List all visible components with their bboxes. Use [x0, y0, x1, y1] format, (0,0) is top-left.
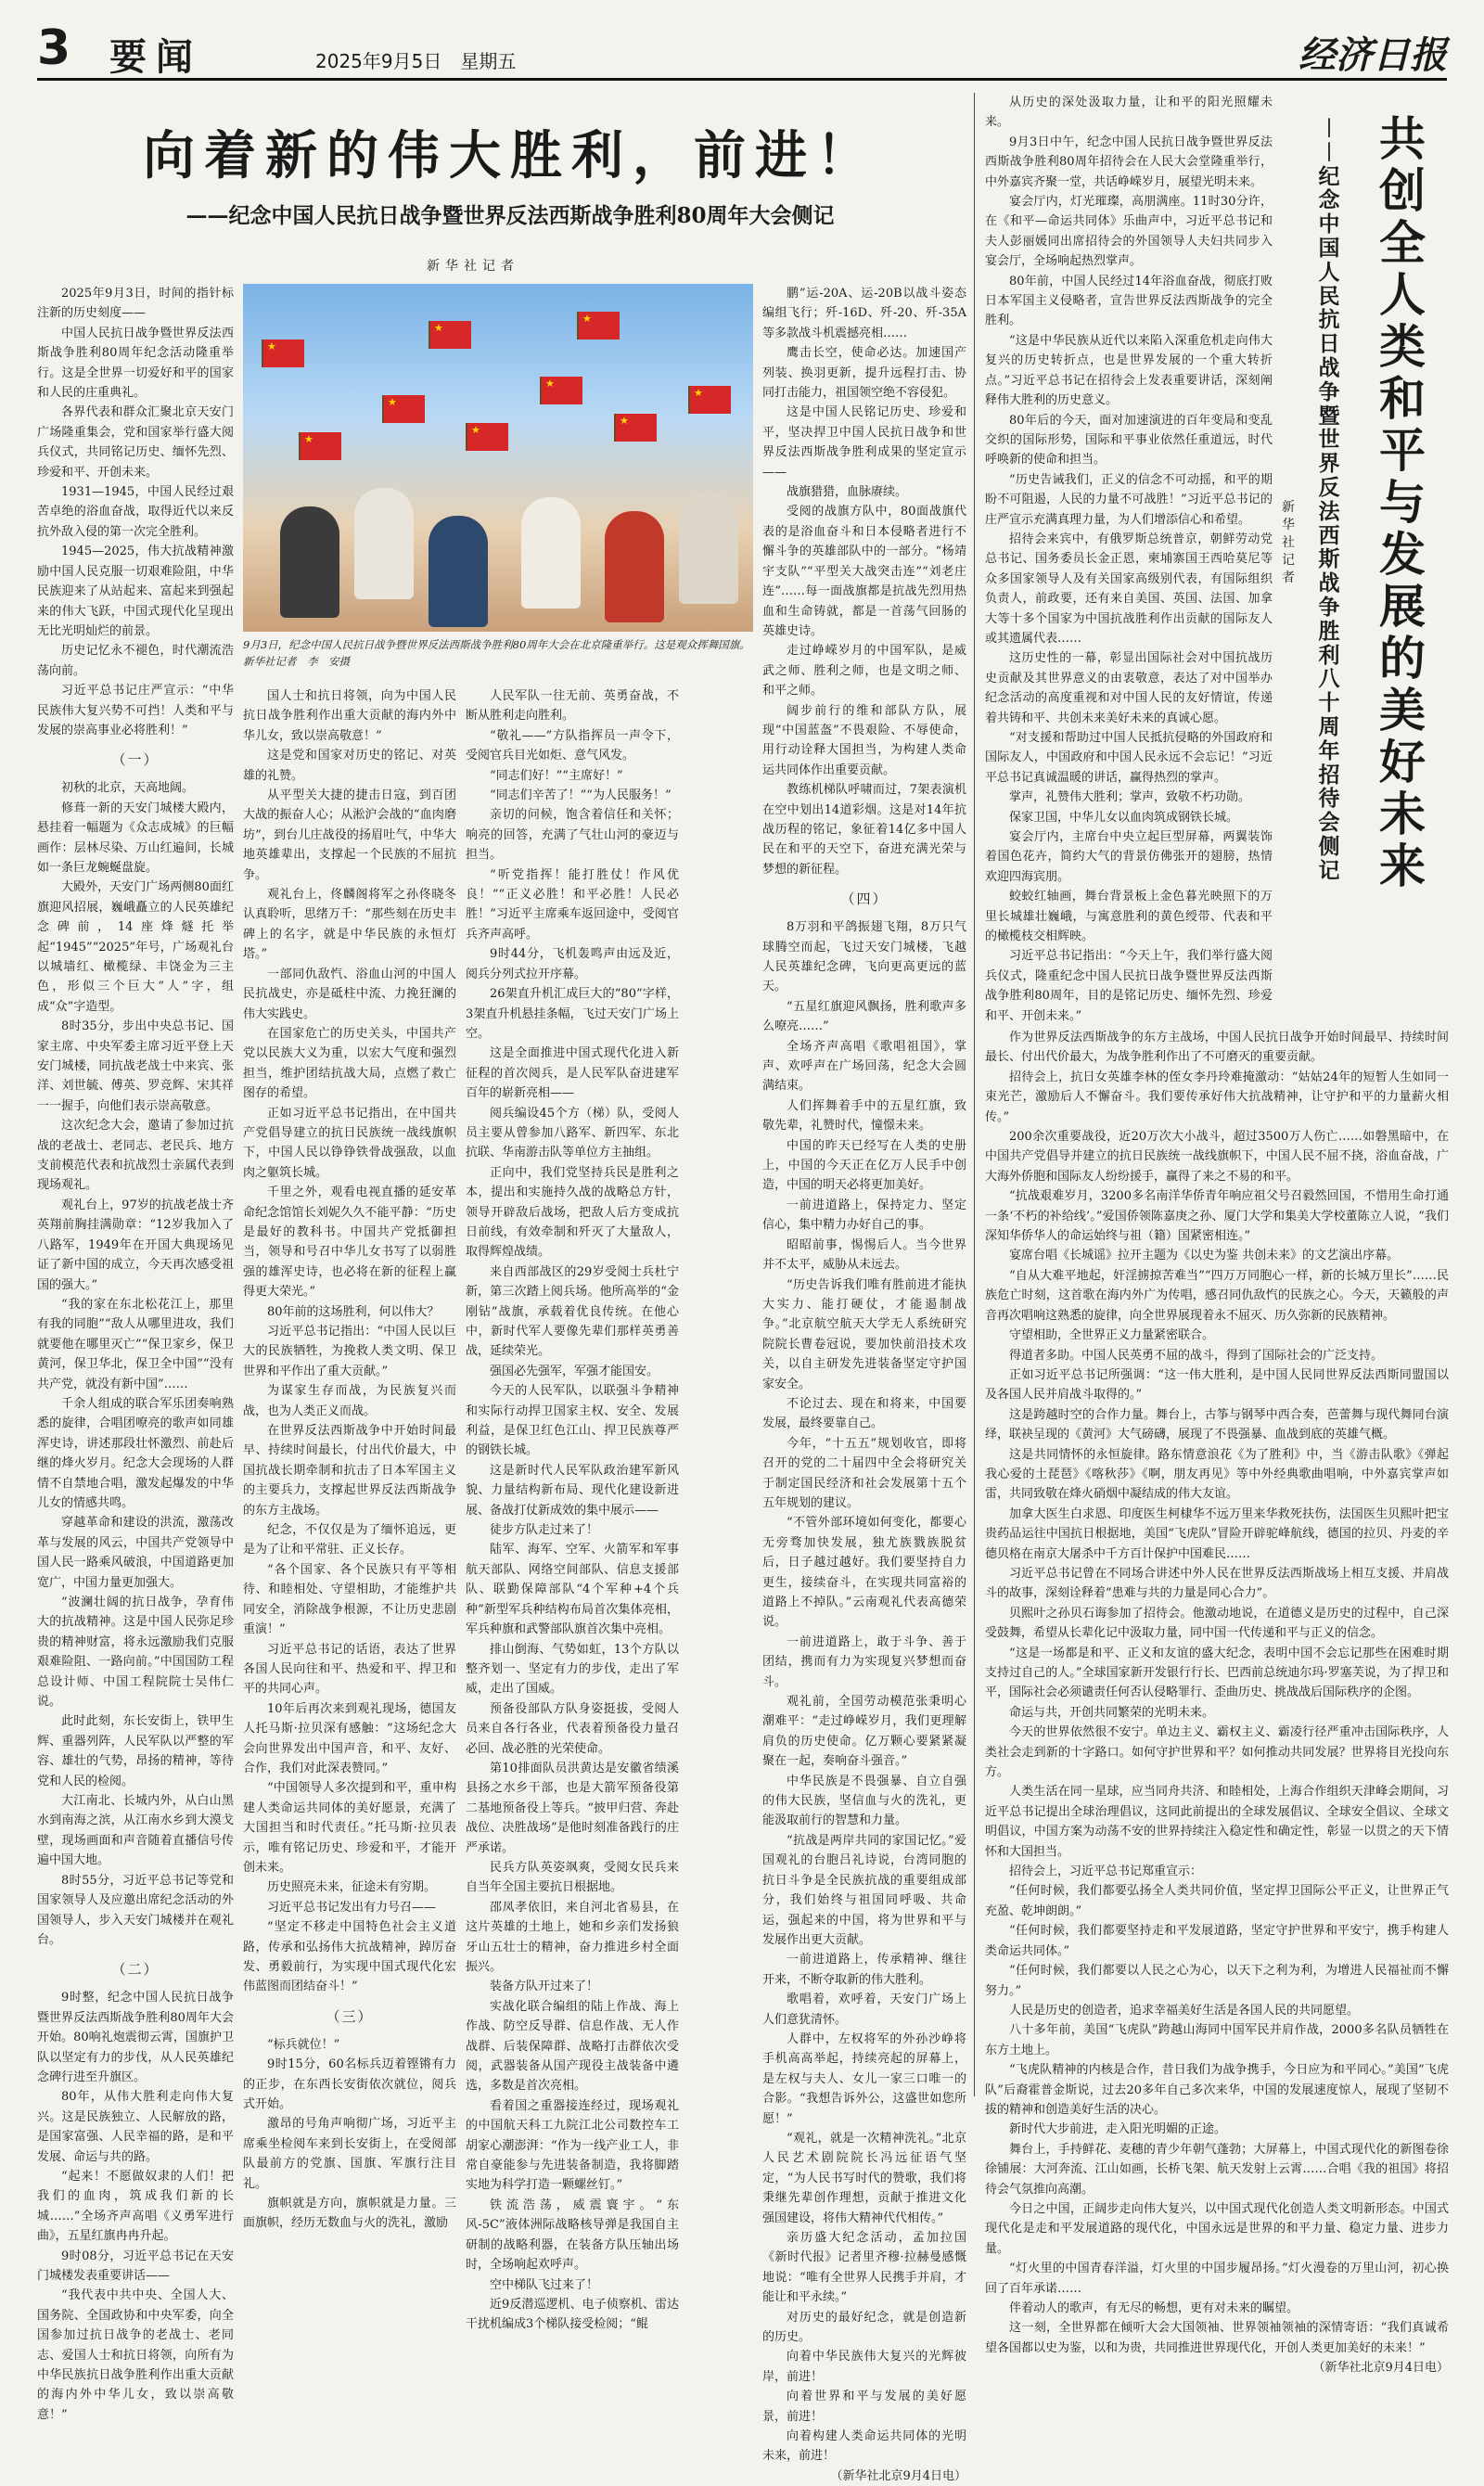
paragraph: 战旗猎猎，血脉赓续。 [787, 485, 908, 500]
paragraph: 招待会上，抗日女英雄李林的侄女李丹玲难掩激动：“姑姑24年的短暂人生如同一束光芒，激励后人不懈奋斗。我们要传承好伟大抗战精神，让守护和平的力量薪火相传。” [985, 1070, 1449, 1124]
paragraph: 昭昭前事，惕惕后人。当今世界并不太平，威胁从未远去。 [762, 1237, 966, 1273]
paragraph: “对支援和帮助过中国人民抵抗侵略的外国政府和国际友人，中国政府和中国人民永远不会忘记！”习近平总书记真诚温暖的讲话，赢得热烈的掌声。 [985, 731, 1273, 785]
section-heading-one: （一） [111, 751, 160, 769]
main-column-2 [243, 686, 456, 2231]
paragraph: 今年，“十五五”规划收官，即将召开的党的二十届四中全会将研究关于制定国民经济和社会发展第十五个五年规划的建议。 [762, 1436, 966, 1510]
paragraph: 向着构建人类命运共同体的光明未来，前进！ [762, 2429, 966, 2464]
section-title: 要闻 [109, 35, 202, 79]
paragraph: 习近平总书记指出：“中国人民以巨大的民族牺牲，为挽救人类文明、保卫世界和平作出了重大贡献。” [243, 1325, 456, 1378]
main-column-4 [762, 284, 966, 2483]
paragraph: 穿越革命和建设的洪流，激荡改革与发展的风云，中国共产党领导中国人民一路乘风破浪，中国道路更加宽广，中国力量更加强大。 [37, 1516, 234, 1590]
paragraph: “灯火里的中国青春洋溢，灯火里的中国步履昂扬。”灯火漫卷的万里山河，初心换回了百年承诺…… [985, 2262, 1449, 2296]
paragraph: 80年前，中国人民经过14年浴血奋战，彻底打败日本军国主义侵略者，宣告世界反法西斯战争的完全胜利。 [985, 274, 1273, 328]
paragraph: “任何时候，我们都要坚持走和平发展道路，坚定守护世界和平安宁，携手构建人类命运共同体。” [985, 1924, 1449, 1958]
column-4-body [762, 284, 966, 879]
paragraph: “任何时候，我们都要弘扬全人类共同价值，坚定捍卫国际公平正义，让世界正气充盈、乾坤朗朗。” [985, 1884, 1449, 1918]
paragraph: 铁流浩荡，威震寰宇。“东风-5C”液体洲际战略核导弹是我国自主研制的战略利器，在装备方队压轴出场时，全场响起欢呼声。 [466, 2198, 679, 2273]
paragraph: 这是共同情怀的永恒旋律。路东情意浪花《为了胜利》中，当《游击队歌》《弹起我心爱的土琵琶》《喀秋莎》《啊，朋友再见》等中外经典歌曲唱响，中外嘉宾掌声如雷，共同致敬在烽火硝烟中凝结成的伟大友谊。 [985, 1447, 1449, 1502]
paragraph: 人群中，左权将军的外孙沙峥将手机高高举起，持续亮起的屏幕上，是左权与夫人、女儿一家三口唯一的合影。“我想告诉外公，这盛世如您所愿！” [762, 2031, 966, 2126]
paragraph: 宴会厅内，主席台中央立起巨型屏幕，两翼装饰着国色花卉，简约大气的背景仿佛张开的翅膀，热情欢迎四海宾朋。 [985, 830, 1273, 884]
paragraph: “同志们辛苦了！”“为人民服务！” [490, 788, 672, 803]
paragraph: 招待会上，习近平总书记郑重宣示： [1009, 1864, 1203, 1879]
paragraph: “自从大难平地起，奸淫掳掠苦难当”“四万万同胞心一样，新的长城万里长”……民族危亡时刻，这首歌在海内外广为传唱，感召同仇敌忾的民族之心。今天，天籁般的声音再次唱响这熟悉的旋律，向全世界展现着永不屈灭、历久弥新的民族精神。 [985, 1268, 1449, 1323]
paragraph: 鹏”运-20A、运-20B以战斗姿态编组飞行；歼-16D、歼-20、歼-35A等多款战斗机震撼亮相…… [762, 287, 966, 340]
paragraph: 这是跨越时空的合作力量。舞台上，古筝与钢琴中西合奏，芭蕾舞与现代舞同台演绎，联袂呈现的《黄河》大气磅礴，展现了不畏强暴、血战到底的英雄气概。 [985, 1407, 1449, 1442]
paragraph: 9时15分，60名标兵迈着铿锵有力的正步，在东西长安街依次就位，阅兵式开始。 [243, 2057, 456, 2112]
paragraph: 纪念，不仅仅是为了缅怀追远，更是为了让和平常驻、正义长存。 [243, 1523, 456, 1557]
paragraph: “同志们好！”“主席好！” [490, 768, 623, 783]
paragraph: 旗帜就是方向，旗帜就是力量。三面旗帜，经历无数血与火的洗礼，激励 [243, 2197, 456, 2231]
paragraph: 掌声，礼赞伟大胜利；掌声，致敬不朽功勋。 [1009, 790, 1251, 805]
main-headline: 向着新的伟大胜利，前进！ [143, 126, 877, 186]
paragraph: 26架直升机汇成巨大的“80”字样，3架直升机悬挂条幅，飞过天安门广场上空。 [466, 987, 679, 1041]
column-4-tail [762, 917, 966, 2467]
paragraph: 空中梯队飞过来了！ [490, 2277, 599, 2292]
paragraph: “听党指挥！能打胜仗！作风优良！”“正义必胜！和平必胜！人民必胜！”习近平主席乘车返回途中，受阅官兵齐声高呼。 [466, 867, 679, 942]
paragraph: 一前进道路上，保持定力、坚定信心，集中精力办好自己的事。 [762, 1198, 966, 1233]
paragraph: 9时整，纪念中国人民抗日战争暨世界反法西斯战争胜利80周年大会开始。80响礼炮震彻云霄，国旗护卫队以坚定有力的步伐，从人民英雄纪念碑行进至升旗区。 [37, 1991, 234, 2084]
main-column-3 [466, 686, 679, 2332]
paragraph: 来自西部战区的29岁受阅士兵杜宁新，第三次踏上阅兵场。他所高举的“金刚钻”战旗，承载着优良传统。在他心中，新时代军人要像先辈们那样英勇善战，延续荣光。 [466, 1264, 679, 1359]
paragraph: 8万羽和平鸽振翅飞翔，8万只气球腾空而起，飞过天安门城楼，飞越人民英雄纪念碑，飞向更高更远的蓝天。 [762, 920, 966, 994]
right-headline: 共 创 全 人 类 和 平 与 发 展 的 美 好 未 来 [1379, 112, 1426, 893]
paragraph: “这是中华民族从近代以来陷入深重危机走向伟大复兴的历史转折点，也是世界发展的一个重大转折点。”习近平总书记在招待会上发表重要讲话，深刻阐释伟大胜利的历史意义。 [985, 333, 1273, 408]
paragraph: 教练机梯队呼啸而过，7架表演机在空中划出14道彩烟。这是对14年抗战历程的铭记，象征着14亿多中国人民在和平的天空下，奋进充满光荣与梦想的新征程。 [762, 783, 966, 877]
paragraph: 8时55分，习近平总书记等党和国家领导人及应邀出席纪念活动的外国领导人，步入天安门城楼并在观礼台。 [37, 1873, 234, 1947]
paragraph: 这是新时代人民军队政治建军新风貌、力量结构新布局、现代化建设新进展、备战打仗新成效的集中展示—— [466, 1463, 679, 1518]
paper-name: 经济日报 [1298, 33, 1447, 77]
paragraph: 10年后再次来到观礼现场，德国友人托马斯·拉贝深有感触：“这场纪念大会向世界发出中国声音，和平、友好、合作，我们对此深表赞同。” [243, 1701, 456, 1775]
column-1-intro [37, 284, 234, 740]
column-divider [974, 93, 975, 2096]
right-column-2 [985, 1028, 1449, 2376]
paragraph: 此时此刻，东长安街上，铁甲生辉、重器列阵，人民军队以严整的军容、雄壮的气势，昂扬的精神，等待党和人民的检阅。 [37, 1714, 234, 1788]
page-number: 3 [37, 20, 71, 76]
paragraph: 亲切的问候，饱含着信任和关怀；响亮的回答，充满了气壮山河的豪迈与担当。 [466, 808, 679, 863]
paragraph: 8时35分，步出中央总书记、国家主席、中央军委主席习近平登上天安门城楼，同抗战老战士中来宾、张洋、刘世毓、傅英、罗竞辉、宋其祥一一握手，向他们表示崇高敬意。 [37, 1019, 234, 1113]
paragraph: “我代表中共中央、全国人大、国务院、全国政协和中央军委，向全国参加过抗日战争的老战士、老同志、爱国人士和抗日将领，向所有为中华民族抗日战争胜利作出重大贡献的海内外中华儿女，致以崇高敬意！” [37, 2288, 234, 2422]
paragraph: 得道者多助。中国人民英勇不屈的战斗，得到了国际社会的广泛支持。 [1009, 1348, 1384, 1363]
paragraph: “抗战艰难岁月，3200多名南洋华侨青年响应祖父号召毅然回国，不惜用生命打通一条‘不朽的补给线’。”爱国侨领陈嘉庚之孙、厦门大学和集美大学校董陈立人说，“我们深知华侨华人的命运始终与祖（籍）国紧密相连。” [985, 1189, 1449, 1244]
paragraph: 在世界反法西斯战争中开始时间最早、持续时间最长，付出代价最大，中国抗战长期牵制和抗击了日本军国主义的主要兵力，支撑起世界反法西斯战争的东方主战场。 [243, 1424, 456, 1518]
paragraph: 加拿大医生白求恩、印度医生柯棣华不远万里来华救死扶伤，法国医生贝熙叶把宝贵药品运往中国抗日根据地，美国“飞虎队”冒险开辟驼峰航线，德国的拉贝、丹麦的辛德贝格在南京大屠杀中千方百计保护中国难民…… [985, 1506, 1449, 1561]
paragraph: 民兵方队英姿飒爽，受阅女民兵来自当年全国主要抗日根据地。 [466, 1860, 679, 1895]
section-heading-three: （三） [326, 2007, 374, 2025]
right-subheadline: ︱ ︱ 纪 念 中 国 人 民 抗 日 战 争 暨 世 界 反 法 西 斯 战 争 胜 利 八 十 周 年 招 待 会 侧 记 [1318, 116, 1340, 883]
masthead [37, 20, 1447, 81]
paragraph: 实战化联合编组的陆上作战、海上作战、防空反导群、信息作战、无人作战群、后装保障群、战略打击群依次受阅，武器装备从国产现役主战装备中遴选，多数是首次亮相。 [466, 1999, 679, 2094]
paragraph: 正如习近平总书记指出，在中国共产党倡导建立的抗日民族统一战线旗帜下，中国人民以铮铮铁骨战强敌，以血肉之躯筑长城。 [243, 1106, 456, 1180]
paragraph: 一前进道路上，敢于斗争、善于团结，携而有力为实现复兴梦想而奋斗。 [762, 1634, 966, 1689]
paragraph: 9时08分，习近平总书记在天安门城楼发表重要讲话—— [37, 2249, 234, 2283]
paragraph: 今天的世界依然很不安宁。单边主义、霸权主义、霸凌行径严重冲击国际秩序，人类社会走到新的十字路口。如何守护世界和平？如何推动共同发展？世界将目光投向东方。 [985, 1725, 1449, 1780]
paragraph: 宴席台唱《长城谣》拉开主题为《以史为鉴 共创未来》的文艺演出序幕。 [1009, 1249, 1400, 1263]
paragraph: 历史记忆永不褪色，时代潮流浩荡向前。 [37, 644, 234, 678]
paragraph: “坚定不移走中国特色社会主义道路，传承和弘扬伟大抗战精神，踔厉奋发、勇毅前行，为实现中国式现代化宏伟蓝图而团结奋斗！” [243, 1920, 456, 1994]
paragraph: 千余人组成的联合军乐团奏响熟悉的旋律，合唱团嘹亮的歌声如同雄浑史诗，讲述那段壮怀激烈、前赴后继的烽火岁月。纪念大会现场的人群情不自禁地合唱，激发起爆发的中华儿女的情感共鸣。 [37, 1396, 234, 1510]
paragraph: 预备役部队方队身姿挺拔，受阅人员来自各行各业，代表着预备役力量召必回、战必胜的光荣使命。 [466, 1701, 679, 1756]
paragraph: 从历史的深处汲取力量，让和平的阳光照耀未来。 [985, 96, 1273, 130]
paragraph: “不管外部环境如何变化，都要心无旁骛加快发展，独尤族戮族脱贫后，日子越过越好。我们要坚持自力更生，接续奋斗，在实现共同富裕的道路上不掉队。”云南观礼代表高德荣说。 [762, 1516, 966, 1630]
paragraph: 80年前的这场胜利，何以伟大？ [267, 1304, 440, 1319]
paragraph: “历史告诫我们，正义的信念不可动摇，和平的期盼不可阻遏，人民的力量不可战胜！”习近平总书记的庄严宣示充满真理力量，为人们增添信心和希望。 [985, 472, 1273, 527]
paragraph: 习近平总书记庄严宣示：“中华民族伟大复兴势不可挡！人类和平与发展的崇高事业必将胜利！” [37, 684, 234, 737]
paragraph: “敬礼——”方队指挥员一声令下，受阅官兵目光如炬、意气风发。 [466, 728, 679, 763]
paragraph: “这是一场都是和平、正义和友谊的盛大纪念，表明中国不会忘记那些在困难时期支持过自己的人。”全球国家新开发银行行长、巴西前总统迪尔玛·罗塞芙说，为了捍卫和平，国际社会必须谴责任何否认侵略罪行、歪曲历史、挑战战后国际秩序的企图。 [985, 1646, 1449, 1700]
column-1-tail [37, 1988, 234, 2425]
paragraph: 走过峥嵘岁月的中国军队，是威武之师、胜利之师，也是文明之师、和平之师。 [762, 644, 966, 698]
paragraph: 这是中国人民铭记历史、珍爱和平，坚决捍卫中国人民抗日战争和世界反法西斯战争胜利成果的坚定宣示—— [762, 405, 966, 480]
paragraph: 八十多年前，美国“飞虎队”跨越山海同中国军民并肩作战，2000多名队员牺牲在东方土地上。 [985, 2023, 1449, 2057]
paragraph: “起来！不愿做奴隶的人们！把我们的血肉，筑成我们新的长城……”全场齐声高唱《义勇军进行曲》，五星红旗冉冉升起。 [37, 2169, 234, 2244]
paragraph: 观礼前，全国劳动模范张秉明心潮难平：“走过峥嵘岁月，我们更理解肩负的历史使命。亿万颗心要紧紧凝聚在一起，奏响奋斗强音。” [762, 1695, 966, 1769]
paragraph: 1945—2025，伟大抗战精神激励中国人民克服一切艰难险阻，中华民族迎来了从站起来、富起来到强起来的伟大飞跃，中国式现代化呈现出无比光明灿烂的前景。 [37, 545, 234, 638]
paragraph: 从平型关大捷的捷击日寇，到百团大战的振奋人心；从淞沪会战的“血肉磨坊”，到台儿庄战役的扬眉吐气，中华大地英雄辈出，支撑起一个民族的不屈抗争。 [243, 788, 456, 882]
right-column-1 [985, 93, 1273, 1024]
paragraph: 保家卫国，中华儿女以血肉筑成钢铁长城。 [1009, 810, 1239, 825]
paragraph: 排山倒海、气势如虹，13个方队以整齐划一、坚定有力的步伐，走出了军威，走出了国威。 [466, 1642, 679, 1697]
column-1-body [37, 778, 234, 1950]
paragraph: 受阅的战旗方队中，80面战旗代表的是浴血奋斗和日本侵略者进行不懈斗争的英雄部队中的一部分。“杨靖宇支队”“平型关大战突击连”“刘老庄连”……每一面战旗都是抗战先烈用热血和生命铸就，都是一首荡气回肠的英雄史诗。 [762, 505, 966, 638]
paragraph: 徒步方队走过来了！ [490, 1523, 599, 1538]
paragraph: 千里之外，观看电视直播的延安革命纪念馆馆长刘妮久久不能平静：“历史是最好的教科书。中国共产党抵御担当，领导和号召中华儿女书写了以弱胜强的雄浑史诗，也必将在新的征程上赢得更大荣光。” [243, 1185, 456, 1300]
paragraph: 命运与共，开创共同繁荣的光明未来。 [1009, 1705, 1215, 1720]
paragraph: 习近平总书记的话语，表达了世界各国人民向往和平、热爱和平、捍卫和平的共同心声。 [243, 1642, 456, 1697]
paragraph: 9时44分，飞机轰鸣声由远及近，阅兵分列式拉开序幕。 [466, 947, 679, 981]
paragraph: 人类生活在同一星球，应当同舟共济、和睦相处，上海合作组织天津峰会期间，习近平总书记提出全球治理倡议，这同此前提出的全球发展倡议、全球安全倡议、全球文明倡议，中国方案为动荡不安的世界持续注入稳定性和确定性，彰显一以贯之的天下情怀和大国担当。 [985, 1785, 1449, 1859]
paragraph: 在国家危亡的历史关头，中国共产党以民族大义为重，以宏大气度和强烈担当，维护团结抗战大局，点燃了救亡图存的希望。 [243, 1026, 456, 1101]
paragraph: 观礼台上，97岁的抗战老战士齐英翔前胸挂满勋章：“12岁我加入了八路军，1949年在开国大典现场见证了新中国的成立，今天再次感受祖国的强大。” [37, 1198, 234, 1292]
paragraph: 守望相助，全世界正义力量紧密联合。 [1009, 1328, 1215, 1343]
right-column-1-body [985, 93, 1273, 1026]
column-2-body [243, 686, 456, 1997]
paragraph: 9月3日中午，纪念中国人民抗日战争暨世界反法西斯战争胜利80周年招待会在人民大会堂隆重举行，中外嘉宾齐聚一堂，共话峥嵘岁月，展望光明未来。 [985, 135, 1273, 189]
paragraph: “标兵就位！” [267, 2037, 340, 2052]
paragraph: 装备方队开过来了！ [490, 1980, 599, 1994]
paragraph: 80年，从伟大胜利走向伟大复兴。这是民族独立、人民解放的路，是国家富强、人民幸福的路，是和平发展、命运与共的路。 [37, 2090, 234, 2164]
paragraph: 一部同仇敌忾、浴血山河的中国人民抗战史，亦是砥柱中流、力挽狂澜的伟大实践史。 [243, 967, 456, 1021]
paragraph: “历史告诉我们唯有胜前进才能执大实力、能打硬仗，才能遏制战争。”北京航空航天大学无人系统研究院院长曹卷冠说，要加快前沿技术攻关，以自主研发先进装备坚定守护国家安全。 [762, 1277, 966, 1391]
right-column-2-body [985, 1028, 1449, 2358]
paragraph: 中国的昨天已经写在人类的史册上，中国的今天正在亿万人民手中创造，中国的明天必将更加美好。 [762, 1138, 966, 1193]
paragraph: 200余次重要战役，近20万次大小战斗，超过3500万人伤亡……如磐黑暗中，在中国共产党倡导并建立的抗日民族统一战线旗帜下，中国人民不屈不挠，浴血奋战，广大海外侨胞和国际友人纷纷援手，赢得了来之不易的和平。 [985, 1130, 1449, 1184]
paragraph: 贝熙叶之孙贝石诲参加了招待会。他激动地说，在道德义是历史的过程中，自己深受鼓舞，希望从长辈化记中汲取力量，同中国一代传递和平与正义的信念。 [985, 1606, 1449, 1641]
paragraph: 2025年9月3日，时间的指针标注新的历史刻度—— [37, 287, 234, 321]
main-subheadline: ——纪念中国人民抗日战争暨世界反法西斯战争胜利80周年大会侧记 [186, 203, 835, 228]
paragraph: “观礼，就是一次精神洗礼。”北京人民艺术剧院院长冯远征语气坚定，“为人民书写时代的赞歌，我们将秉继先辈创作理想，贡献于推进文化强国建设，将伟大精神代代相传。” [762, 2131, 966, 2225]
paragraph: 这次纪念大会，邀请了参加过抗战的老战士、老同志、老民兵、地方支前模范代表和抗战烈士亲属代表到现场观礼。 [37, 1119, 234, 1193]
paragraph: 邵凤孝依旧，来自河北省易县，在这片英雄的土地上，她和乡亲们发扬狼牙山五壮士的精神，奋力推进乡村全面振兴。 [466, 1900, 679, 1974]
main-column-1 [37, 284, 234, 2422]
paragraph: 正如习近平总书记所强调：“这一伟大胜利，是中国人民同世界反法西斯同盟国以及各国人民并肩战斗取得的。” [985, 1367, 1449, 1403]
paragraph: 近9反潜巡逻机、电子侦察机、雷达干扰机编成3个梯队接受检阅；“鲲 [466, 2297, 679, 2332]
column-3-body [466, 686, 679, 2335]
paragraph: 国人士和抗日将领，向为中国人民抗日战争胜利作出重大贡献的海内外中华儿女，致以崇高敬意！” [243, 689, 456, 743]
section-heading-four: （四） [840, 891, 889, 908]
paragraph: 看着国之重器接连经过，现场观礼的中国航天科工九院江北公司数控车工胡家心潮澎湃：“作为一线产业工人，非常自豪能参与先进装备制造，我将脚踏实地为科学打造一颗螺丝钉。” [466, 2098, 679, 2193]
paragraph: 今天的人民军队，以联强斗争精神和实际行动捍卫国家主权、安全、发展利益，是保卫红色江山、捍卫民族尊严的钢铁长城。 [466, 1384, 679, 1458]
paragraph: 伴着动人的歌声，有无尽的畅想，更有对未来的瞩望。 [1009, 2301, 1299, 2315]
paragraph: 1931—1945，中国人民经过艰苦卓绝的浴血奋战，取得近代以来反抗外敌入侵的第一次完全胜利。 [37, 485, 234, 539]
paragraph: 阔步前行的维和部队方队，展现“中国蓝盔”不畏艰险、不辱使命，用行动诠释大国担当，为构建人类命运共同体作出重要贡献。 [762, 703, 966, 777]
paragraph: 这是全面推进中国式现代化进入新征程的首次阅兵，是人民军队奋进建军百年的崭新亮相—— [466, 1046, 679, 1101]
paragraph: 今日之中国，正阔步走向伟大复兴，以中国式现代化创造人类文明新形态。中国式现代化是走和平发展道路的现代化，中国永远是世界的和平力量、稳定力量、进步力量。 [985, 2201, 1449, 2256]
main-dateline: （新华社北京9月4日电） [830, 2468, 966, 2483]
main-byline: 新华社记者 [427, 259, 519, 274]
paragraph: “飞虎队精神的内核是合作，昔日我们为战争携手，今日应为和平同心。”美国“飞虎队”后裔霍普金斯说，过去20多年自己多次来华，中国的发展速度惊人，展现了坚韧不拔的精神和创造美好生活的决心。 [985, 2063, 1449, 2117]
paragraph: 向着世界和平与发展的美好愿景，前进！ [762, 2390, 966, 2424]
paragraph: 观礼台上，佟麟阁将军之孙佟晓冬认真聆听，思绪万千：“那些刻在历史丰碑上的名字，就是中华民族的永恒灯塔。” [243, 888, 456, 962]
paragraph: 向着中华民族伟大复兴的光辉彼岸，前进！ [762, 2350, 966, 2384]
photo-caption: 9月3日，纪念中国人民抗日战争暨世界反法西斯战争胜利80周年大会在北京隆重举行。这是观众挥舞国旗。 新华社记者 李 安摄 [243, 638, 756, 668]
paragraph: 习近平总书记曾在不同场合讲述中外人民在世界反法西斯战场上相互支援、并肩战斗的故事，深刻诠释着“患难与共的力量是同心合力”。 [985, 1566, 1449, 1601]
paragraph: 激昂的号角声响彻广场，习近平主席乘坐检阅车来到长安街上，在受阅部队最前方的党旗、国旗、军旗行注目礼。 [243, 2117, 456, 2191]
paragraph: 习近平总书记指出：“今天上午，我们举行盛大阅兵仪式，隆重纪念中国人民抗日战争暨世界反法西斯战争胜利80周年，目的是铭记历史、缅怀先烈、珍爱和平、开创未来。” [985, 949, 1273, 1023]
paragraph: 鹰击长空，使命必达。加速国产列装、换羽更新，提升远程打击、协同打击能力，祖国领空绝不容侵犯。 [762, 346, 966, 401]
paragraph: “任何时候，我们都要以人民之心为心，以天下之利为利，为增进人民福祉而不懈努力。” [985, 1964, 1449, 1998]
paragraph: 修葺一新的天安门城楼大殿内，悬挂着一幅题为《众志成城》的巨幅画作：层林尽染、万山红遍间，长城如一条巨龙蜿蜒盘旋。 [37, 801, 234, 875]
paragraph: 对历史的最好纪念，就是创造新的历史。 [762, 2310, 966, 2345]
paragraph: 陆军、海军、空军、火箭军和军事航天部队、网络空间部队、信息支援部队、联勤保障部队“4个军种+4个兵种”新型军兵种结构布局首次集体亮相，军兵种旗和武警部队旗首次集中亮相。 [466, 1543, 679, 1637]
paragraph: 人民军队一往无前、英勇奋战，不断从胜利走向胜利。 [466, 689, 679, 724]
paragraph: “抗战是两岸共同的家国记忆。”爱国观礼的台胞吕礼诗说，台湾同胞的抗日斗争是全民族抗战的重要组成部分，我们始终与祖国同呼吸、共命运，强起来的中国，将为世界和平与发展作出更大贡献。 [762, 1833, 966, 1947]
paragraph: 这一刻，全世界都在倾听大会大国领袖、世界领袖领袖的深情寄语：“我们真诚希望各国都以史为鉴，以和为贵，共同推进世界现代化，开创人类更加美好的未来！” [985, 2321, 1449, 2355]
paragraph: 一前进道路上，传承精神、继往开来，不断夺取新的伟大胜利。 [762, 1953, 966, 1987]
paragraph: “五星红旗迎风飘扬，胜利歌声多么嘹亮……” [762, 999, 966, 1034]
paragraph: 蛟蛟红轴画，舞台背景板上金色暮光映照下的万里长城雄壮巍峨，与寓意胜利的黄色绶带、代表和平的橄榄枝交相辉映。 [985, 890, 1273, 944]
paragraph: 这是党和国家对历史的铭记、对英雄的礼赞。 [243, 749, 456, 783]
paragraph: 这历史性的一幕，彰显出国际社会对中国抗战历史贡献及其世界意义的由衷敬意，表达了对中国举办纪念活动的高度重视和对中国人民的友好情谊，传递着共铸和平、共创未来美好未来的真诚心愿。 [985, 651, 1273, 725]
paragraph: 为谋家生存而战，为民族复兴而战，也为人类正义而战。 [243, 1384, 456, 1418]
paragraph: “中国领导人多次提到和平，重申构建人类命运共同体的美好愿景，充满了大国担当和时代责任。”托马斯·拉贝表示，唯有铭记历史、珍爱和平，才能开创未来。 [243, 1781, 456, 1875]
paragraph: 中华民族是不畏强暴、自立自强的伟大民族，坚信血与火的洗礼，更能汲取前行的智慧和力量。 [762, 1774, 966, 1828]
paragraph: 不论过去、现在和将来，中国要发展，最终要靠自己。 [762, 1396, 966, 1431]
issue-date: 2025年9月5日 星期五 [315, 50, 517, 72]
paragraph: 习近平总书记发出有力号召—— [267, 1900, 437, 1915]
paragraph: 全场齐声高唱《歌唱祖国》，掌声、欢呼声在广场回荡，纪念大会圆满结束。 [762, 1039, 966, 1094]
paragraph: 强国必先强军，军强才能国安。 [490, 1364, 659, 1378]
column-2-tail [243, 2035, 456, 2234]
paragraph: 亲历盛大纪念活动，孟加拉国《新时代报》记者里齐穆·拉赫曼感慨地说：“唯有全世界人民携手并肩，才能让和平永续。” [762, 2231, 966, 2305]
paragraph: “各个国家、各个民族只有平等相待、和睦相处、守望相助，才能维护共同安全，消除战争根源，不让历史悲剧重演！” [243, 1562, 456, 1637]
paragraph: 大殿外，天安门广场两侧80面红旗迎风招展，巍峨矗立的人民英雄纪念碑前，14座烽燧托举起“1945”“2025”年号，广场观礼台以城墙红、橄榄绿、丰饶金为三主色，形似三个巨大“人”字，组成“众”字造型。 [37, 880, 234, 1014]
paragraph: 80年后的今天，面对加速演进的百年变局和变乱交织的国际形势，国际和平事业依然任重道远，时代呼唤新的使命和担当。 [985, 413, 1273, 468]
paragraph: 阅兵编设45个方（梯）队，受阅人员主要从曾参加八路军、新四军、东北抗联、华南游击队等单位方主抽组。 [466, 1106, 679, 1160]
paragraph: “波澜壮阔的抗日战争，孕育伟大的抗战精神。这是中国人民弥足珍贵的精神财富，将永远激励我们克服艰难险阻、一路向前。”中国国防工程总设计师、中国工程院院士吴伟仁说。 [37, 1595, 234, 1710]
section-heading-two: （二） [111, 1961, 160, 1979]
paragraph: 舞台上，手持鲜花、麦穗的青少年朝气蓬勃；大屏幕上，中国式现代化的新图卷徐徐铺展：大河奔流、江山如画，长桥飞架、航天发射上云霄……合唱《我的祖国》将招待会气氛推向高潮。 [985, 2142, 1449, 2197]
parade-photo [243, 284, 753, 632]
paragraph: 第10排面队员洪黄达是安徽省绩溪县扬之水乡干部，也是大箭军预备役第二基地预备役上等兵。“披甲归营、奔赴战位、决胜战场”是他时刻准备践行的庄严承诺。 [466, 1761, 679, 1855]
paragraph: 人民是历史的创造者，追求幸福美好生活是各国人民的共同愿望。 [1009, 2003, 1360, 2018]
paragraph: 正向中，我们党坚持兵民是胜利之本，提出和实施持久战的战略总方针，领导开辟敌后战场，把敌人后方变成抗日前线，有效牵制和歼灭了大量敌人，取得辉煌战绩。 [466, 1165, 679, 1260]
paragraph: 历史照亮未来，征途未有穷期。 [267, 1880, 437, 1895]
paragraph: 中国人民抗日战争暨世界反法西斯战争胜利80周年纪念活动隆重举行。这是全世界一切爱好和平的国家和人民的庄重典礼。 [37, 326, 234, 401]
paragraph: 人们挥舞着手中的五星红旗，致敬先辈，礼赞时代，憧憬未来。 [762, 1098, 966, 1134]
paragraph: 歌唱着，欢呼着，天安门广场上人们意犹清怀。 [762, 1993, 966, 2027]
paragraph: 宴会厅内，灯光璀璨，高朋满座。11时30分许，在《和平—命运共同体》乐曲声中，习近平总书记和夫人彭丽媛同出席招待会的外国领导人夫妇共同步入宴会厅，全场响起热烈掌声。 [985, 195, 1273, 269]
paragraph: 初秋的北京，天高地阔。 [61, 781, 195, 796]
paragraph: 各界代表和群众汇聚北京天安门广场隆重集会，党和国家举行盛大阅兵仪式，共同铭记历史、缅怀先烈、珍爱和平、开创未来。 [37, 405, 234, 480]
right-byline: 新 华 社 记 者 [1282, 500, 1295, 585]
paragraph: 新时代大步前进，走入阳光明媚的正途。 [1009, 2122, 1227, 2137]
paragraph: 招待会来宾中，有俄罗斯总统普京，朝鲜劳动党总书记、国务委员长金正恩，柬埔寨国王西哈莫尼等众多国家领导人及有关国家高级别代表，有国际组织负责人，前政要，还有来自美国、英国、法国、加拿大等十多个国家为中国抗战胜利作出贡献的国际友人或其遗属代表…… [985, 532, 1273, 646]
paragraph: 大江南北、长城内外，从白山黑水到南海之滨，从江南水乡到大漠戈壁，现场画面和声音随着直播信号传遍中国大地。 [37, 1794, 234, 1868]
paragraph: 作为世界反法西斯战争的东方主战场，中国人民抗日战争开始时间最早、持续时间最长、付出代价最大，为战争胜利作出了不可磨灭的重要贡献。 [985, 1031, 1449, 1065]
paragraph: “我的家在东北松花江上，那里有我的同胞”“敌人从哪里进攻，我们就要他在哪里灭亡”“保卫家乡，保卫黄河，保卫华北，保卫全中国”“没有共产党，就没有新中国”…… [37, 1297, 234, 1391]
right-dateline: （新华社北京9月4日电） [1312, 2361, 1449, 2376]
